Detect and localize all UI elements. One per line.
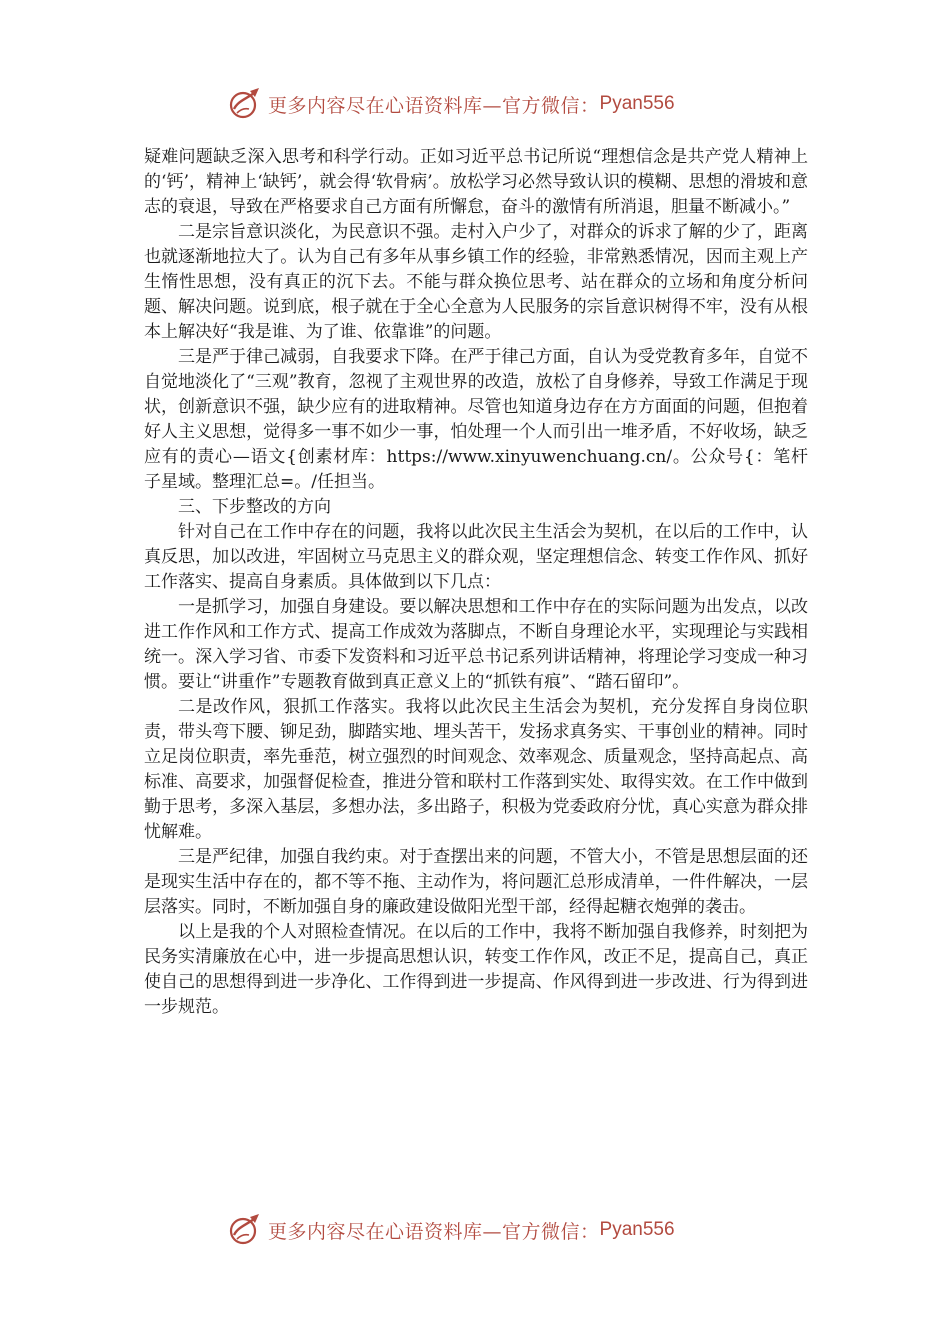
banner-wechat-id: Pyan556: [599, 93, 675, 114]
banner-wechat-id: Pyan556: [599, 1219, 675, 1240]
banner-content: [228, 84, 675, 124]
paragraph-intro: 针对自己在工作中存在的问题，我将以此次民主生活会为契机，在以后的工作中，认真反思，加以改进，牢固树立马克思主义的群众观，坚定理想信念、转变工作作风、抓好工作落实、提高自身素质。具体做到以下几点：: [144, 522, 808, 592]
footer-watermark-banner: [0, 1210, 950, 1250]
pen-swirl-logo-icon: [228, 87, 262, 121]
header-watermark-banner: [0, 84, 950, 124]
document-body: [144, 145, 808, 1020]
paragraph-discipline: 三是严纪律，加强自我约束。对于查摆出来的问题，不管大小，不管是思想层面的还是现实生活中存在的，都不等不拖、主动作为，将问题汇总形成清单，一件件解决，一层层落实。同时，不断加强自身的廉政建设做阳光型干部，经得起糖衣炮弹的袭击。: [144, 847, 808, 917]
paragraph-study: 一是抓学习，加强自身建设。要以解决思想和工作中存在的实际问题为出发点，以改进工作作风和工作方式、提高工作成效为落脚点，不断自身理论水平，实现理论与实践相统一。深入学习省、市委下发资料和习近平总书记系列讲话精神，将理论学习变成一种习惯。要让“讲重作”专题教育做到真正意义上的“抓铁有痕”、“踏石留印”。: [144, 597, 808, 692]
paragraph-continuation: 疑难问题缺乏深入思考和科学行动。正如习近平总书记所说“理想信念是共产党人精神上的‘钙’，精神上‘缺钙’，就会得‘软骨病’。放松学习必然导致认识的模糊、思想的滑坡和意志的衰退，导致在严格要求自己方面有所懈怠，奋斗的激情有所消退，胆量不断减小。”: [144, 147, 808, 217]
section-heading-rectification: 三、下步整改的方向: [178, 497, 331, 517]
banner-text: 更多内容尽在心语资料库—官方微信：: [268, 1220, 600, 1243]
pen-swirl-logo-icon: [228, 1213, 262, 1247]
paragraph-conclusion: 以上是我的个人对照检查情况。在以后的工作中，我将不断加强自我修养，时刻把为民务实清廉放在心中，进一步提高思想认识，转变工作作风，改正不足，提高自己，真正使自己的思想得到进一步净化、工作得到进一步提高、作风得到进一步改进、行为得到进一步规范。: [144, 922, 808, 1017]
paragraph-point-2: 二是宗旨意识淡化，为民意识不强。走村入户少了，对群众的诉求了解的少了，距离也就逐渐地拉大了。认为自己有多年从事乡镇工作的经验，非常熟悉情况，因而主观上产生惰性思想，没有真正的沉下去。不能与群众换位思考、站在群众的立场和角度分析问题、解决问题。说到底，根子就在于全心全意为人民服务的宗旨意识树得不牢，没有从根本上解决好“我是谁、为了谁、依靠谁”的问题。: [144, 222, 808, 342]
banner-text: 更多内容尽在心语资料库—官方微信：: [268, 94, 600, 117]
paragraph-work-style: 二是改作风，狠抓工作落实。我将以此次民主生活会为契机，充分发挥自身岗位职责，带头弯下腰、铆足劲，脚踏实地、埋头苦干，发扬求真务实、干事创业的精神。同时立足岗位职责，率先垂范，树立强烈的时间观念、效率观念、质量观念，坚持高起点、高标准、高要求，加强督促检查，推进分管和联村工作落到实处、取得实效。在工作中做到勤于思考，多深入基层，多想办法，多出路子，积极为党委政府分忧，真心实意为群众排忧解难。: [144, 697, 808, 842]
paragraph-point-3: 三是严于律己减弱，自我要求下降。在严于律己方面，自认为受党教育多年，自觉不自觉地淡化了“三观”教育，忽视了主观世界的改造，放松了自身修养，导致工作满足于现状，创新意识不强，缺少应有的进取精神。尽管也知道身边存在方方面面的问题，但抱着好人主义思想，觉得多一事不如少一事，怕处理一个人而引出一堆矛盾，不好收场，缺乏应有的责心—语文{创素材库：https://www.xinyuwenchuang.cn/。公众号{：笔杆子星域。整理汇总=。/任担当。: [144, 347, 808, 492]
banner-content: [228, 1210, 675, 1250]
